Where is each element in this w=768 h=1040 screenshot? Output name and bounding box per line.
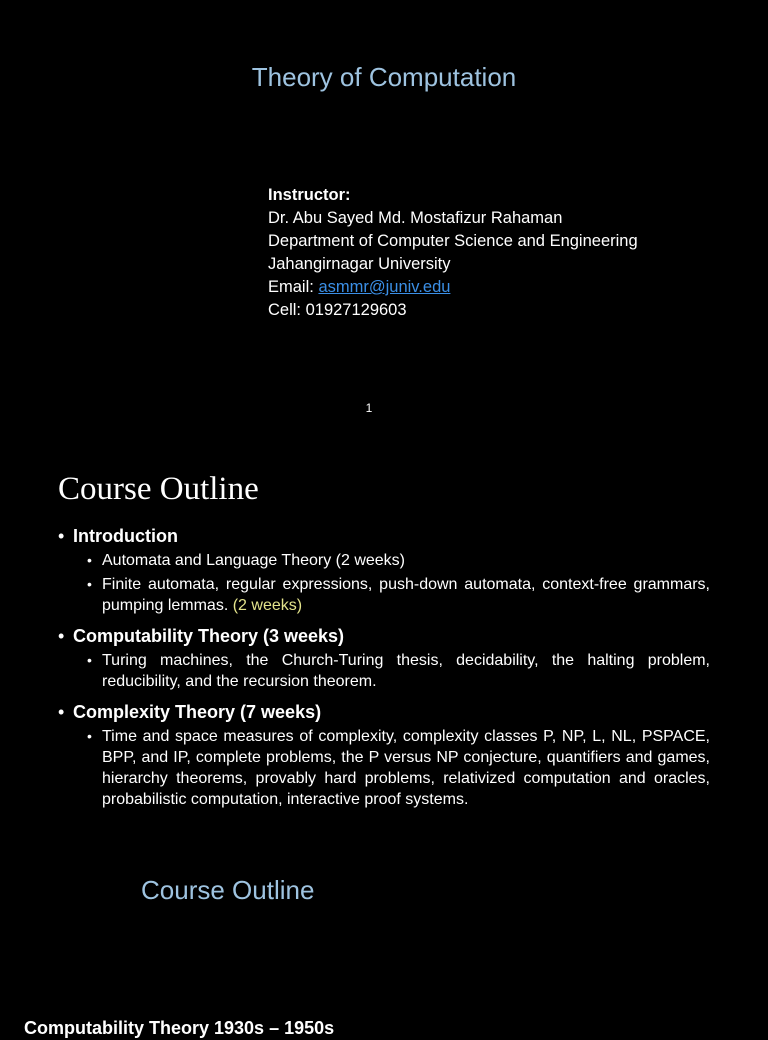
slide-title: Theory of Computation xyxy=(251,62,517,92)
instructor-university: Jahangirnagar University xyxy=(268,255,451,273)
outline-topic-label: • Computability Theory (3 weeks) xyxy=(73,626,345,646)
partial-heading: Computability Theory 1930s – 1950s xyxy=(24,1018,335,1038)
outline-subtopic xyxy=(73,726,710,810)
email-link[interactable]: asmmr@juniv.edu xyxy=(318,278,451,296)
course-outline-list xyxy=(58,522,710,816)
outline-topic xyxy=(58,622,710,692)
outline-subtopic-list xyxy=(73,550,710,616)
instructor-department: Department of Computer Science and Engineering xyxy=(268,232,638,250)
outline-subtopic xyxy=(73,650,710,692)
instructor-name: Dr. Abu Sayed Md. Mostafizur Rahaman xyxy=(268,209,563,227)
instructor-cell: Cell: 01927129603 xyxy=(268,301,407,319)
outline-subtopic xyxy=(73,574,710,616)
outline-subtopic-list xyxy=(73,650,710,692)
outline-subtopic-text: Finite automata, regular expressions, push-down automata, context-free grammars, pumping lemmas. xyxy=(102,576,710,614)
outline-subtopic-text: Automata and Language Theory (2 weeks) xyxy=(102,552,406,569)
instructor-block xyxy=(268,184,638,322)
page-number: 1 xyxy=(365,401,373,415)
outline-subtopic-text: Time and space measures of complexity, complexity classes P, NP, L, NL, PSPACE, BPP, and IP, complete problems, the P versus NP conjecture, quantifiers and games, hierarchy theorems, provably hard problems, relativized computation and oracles, probabilistic computation, interactive proof systems. xyxy=(102,728,710,808)
outline-topic-label: • Introduction xyxy=(73,526,178,546)
outline-subtopic xyxy=(73,550,710,571)
outline-subtopic-text: Turing machines, the Church-Turing thesis, decidability, the halting problem, reducibility, and the recursion theorem. xyxy=(102,652,710,690)
outline-subtopic-list xyxy=(73,726,710,810)
instructor-email-line xyxy=(268,276,638,299)
instructor-heading: Instructor: xyxy=(268,186,351,204)
email-label: Email: xyxy=(268,278,319,296)
outline-topic xyxy=(58,522,710,616)
outline-subtopic-duration: (2 weeks) xyxy=(232,597,303,614)
outline-topic-label: • Complexity Theory (7 weeks) xyxy=(73,702,322,722)
outline-topic xyxy=(58,698,710,810)
course-outline-title: Course Outline xyxy=(58,471,259,507)
course-outline-title-2: Course Outline xyxy=(141,875,315,905)
